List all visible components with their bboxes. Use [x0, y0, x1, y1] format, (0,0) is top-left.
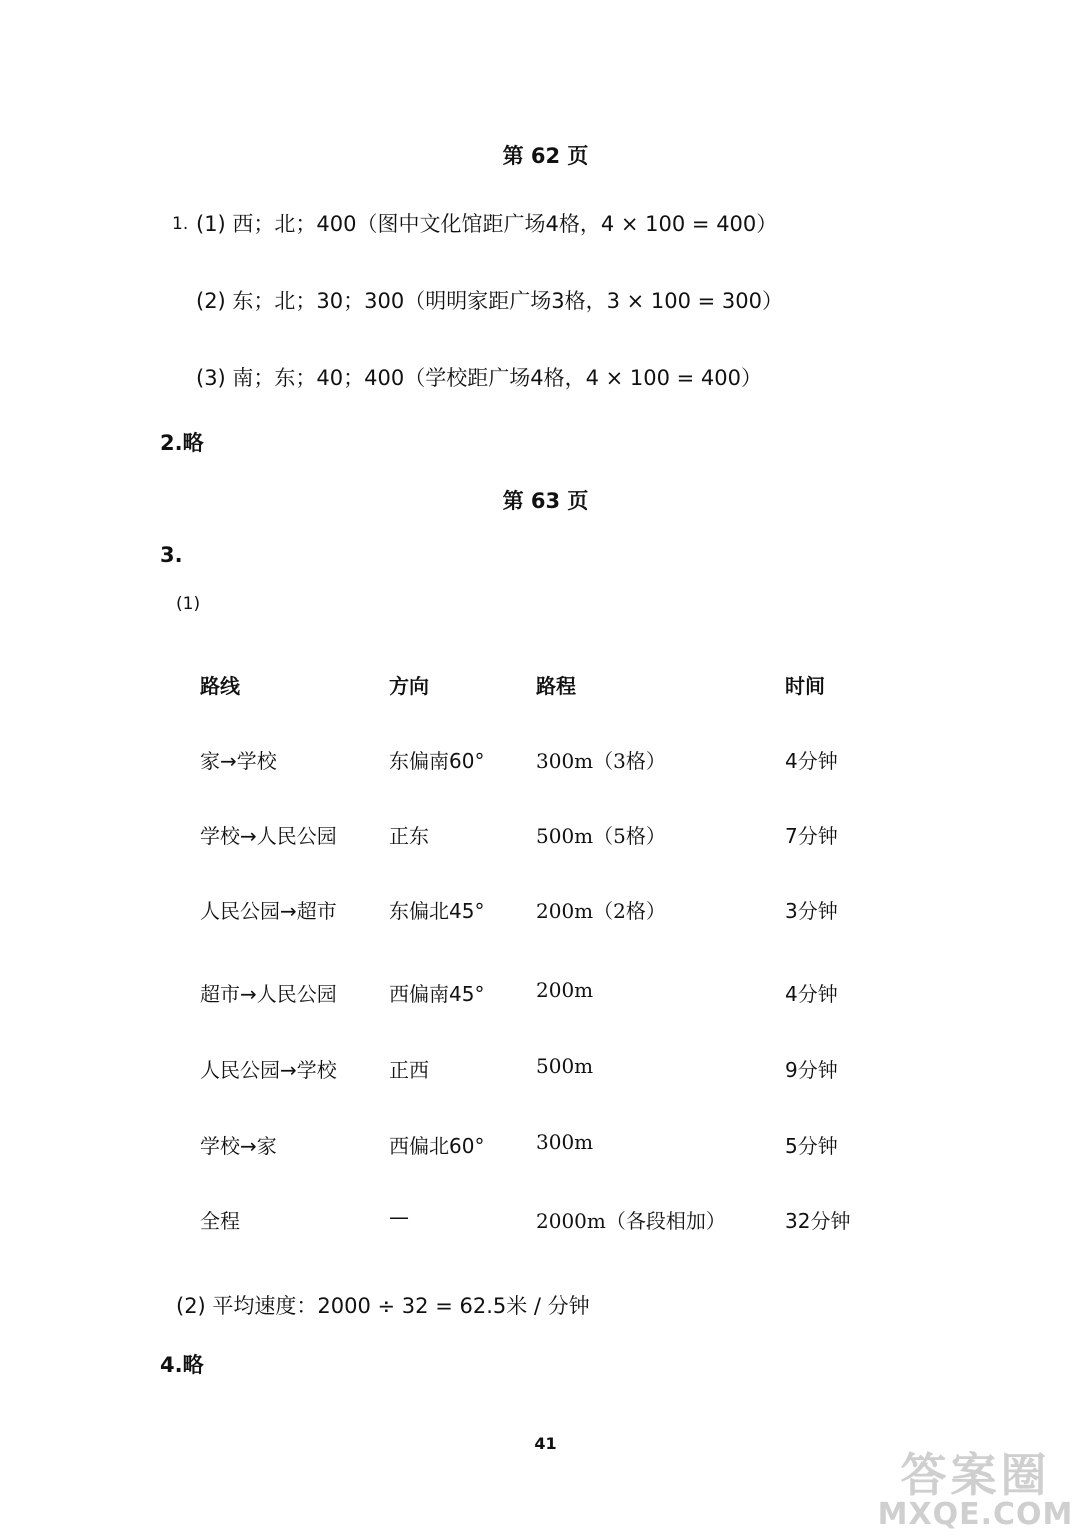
- row-1-time: 4分钟: [785, 749, 838, 773]
- row-2-direction: 正东: [389, 824, 429, 848]
- row-5-time: 9分钟: [785, 1058, 838, 1082]
- question-1-part-2: (2) 东；北；30；300（明明家距广场3格，3 × 100 = 300）: [196, 289, 784, 313]
- row-7-direction: —: [389, 1205, 409, 1229]
- row-5-distance: 500m: [536, 1054, 594, 1078]
- row-2-distance: 500m（5格）: [536, 824, 666, 848]
- row-2-time: 7分钟: [785, 824, 838, 848]
- row-3-route: 人民公园→超市: [200, 899, 337, 923]
- question-1-part-1: (1) 西；北；400（图中文化馆距广场4格，4 × 100 = 400）: [196, 212, 778, 236]
- question-1-part-3: (3) 南；东；40；400（学校距广场4格，4 × 100 = 400）: [196, 366, 763, 390]
- page-63-heading: 第 63 页: [502, 489, 589, 513]
- row-4-distance: 200m: [536, 978, 594, 1002]
- row-4-direction: 西偏南45°: [389, 982, 485, 1006]
- row-6-time: 5分钟: [785, 1134, 838, 1158]
- question-1-number: 1.: [172, 214, 189, 234]
- question-3: 3.: [160, 543, 183, 567]
- header-time: 时间: [785, 674, 825, 698]
- watermark-bottom-text: MXQE.COM: [877, 1497, 1074, 1532]
- watermark-top-text: 答案圈: [900, 1448, 1051, 1502]
- row-3-distance: 200m（2格）: [536, 899, 666, 923]
- row-7-time: 32分钟: [785, 1209, 851, 1233]
- question-3-part-1-label: (1): [176, 594, 201, 614]
- watermark-logo: [868, 1450, 1083, 1532]
- page-number: 41: [534, 1434, 557, 1453]
- page-62-heading: 第 62 页: [502, 144, 589, 168]
- row-5-route: 人民公园→学校: [200, 1058, 337, 1082]
- row-1-distance: 300m（3格）: [536, 749, 666, 773]
- question-3-part-2: (2) 平均速度：2000 ÷ 32 = 62.5米 / 分钟: [176, 1294, 590, 1318]
- header-route: 路线: [200, 674, 240, 698]
- row-4-route: 超市→人民公园: [200, 982, 337, 1006]
- header-distance: 路程: [536, 674, 576, 698]
- question-2: 2.略: [160, 431, 204, 455]
- question-4: 4.略: [160, 1353, 204, 1377]
- row-7-route: 全程: [200, 1209, 240, 1233]
- header-direction: 方向: [389, 674, 429, 698]
- row-3-time: 3分钟: [785, 899, 838, 923]
- question-1-prefix: [172, 210, 188, 234]
- row-1-direction: 东偏南60°: [389, 749, 485, 773]
- row-2-route: 学校→人民公园: [200, 824, 337, 848]
- row-5-direction: 正西: [389, 1058, 429, 1082]
- row-4-time: 4分钟: [785, 982, 838, 1006]
- row-3-direction: 东偏北45°: [389, 899, 485, 923]
- row-1-route: 家→学校: [200, 749, 277, 773]
- row-6-direction: 西偏北60°: [389, 1134, 485, 1158]
- row-6-distance: 300m: [536, 1130, 594, 1154]
- row-7-distance: 2000m（各段相加）: [536, 1209, 726, 1233]
- row-6-route: 学校→家: [200, 1134, 277, 1158]
